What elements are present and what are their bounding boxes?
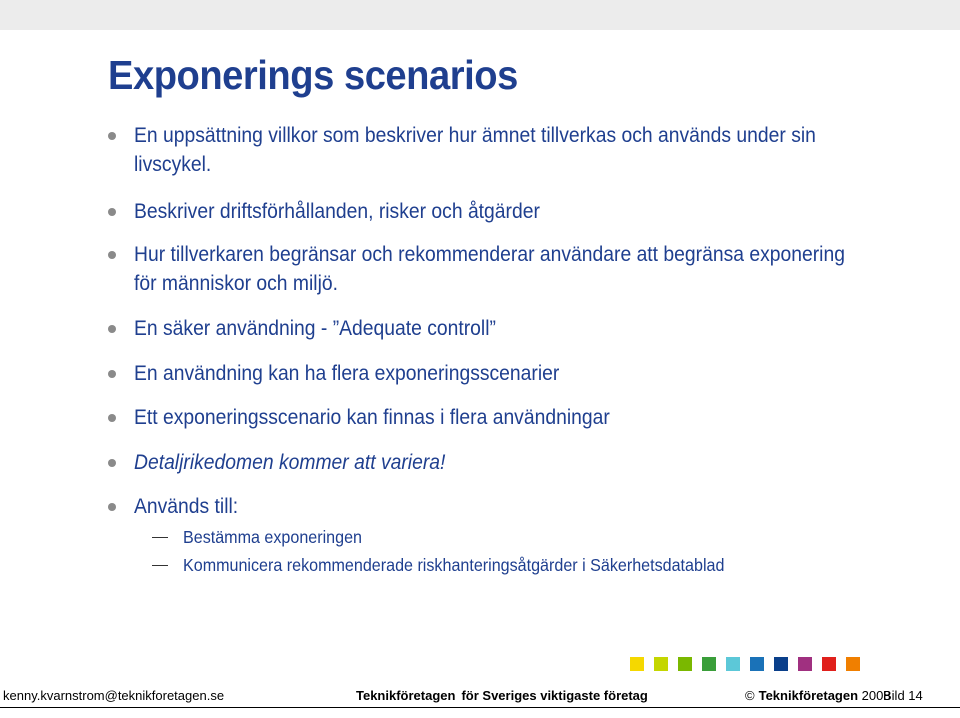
slide-number: Bild 14 [883,688,923,703]
brand-color-swatch [630,657,644,671]
copyright-year: 2008 [861,688,891,703]
dash-icon [152,537,168,538]
bullet-text: Detaljrikedomen kommer att variera! [134,451,446,474]
bullet-dot-icon [108,503,116,511]
sub-bullet-text: Bestämma exponeringen [183,527,362,547]
bullet-text: Används till: [134,495,239,518]
bullet-text: En användning kan ha flera exponeringsscenarier [134,362,560,385]
bullet-text: Hur tillverkaren begränsar och rekommenderar användare att begränsa exponering för människor och miljö. [134,243,845,295]
bullet-dot-icon [108,459,116,467]
copyright-brand: Teknikföretagen [758,688,859,703]
brand-color-swatch [726,657,740,671]
bullet-item [108,492,908,521]
bullet-dot-icon [108,370,116,378]
brand-color-swatch [750,657,764,671]
slide-title: Exponerings scenarios [108,52,518,98]
bullet-item [108,314,908,343]
brand-color-swatch [846,657,860,671]
bullet-item [108,403,908,432]
footer-slogan [356,688,654,703]
bullet-item [108,448,908,477]
sub-bullet-item [152,553,912,577]
bullet-item [108,121,908,179]
brand-color-swatch [702,657,716,671]
bullet-dot-icon [108,251,116,259]
bullet-dot-icon [108,414,116,422]
bullet-dot-icon [108,208,116,216]
brand-color-swatch [774,657,788,671]
bullet-item [108,197,908,226]
brand-color-swatch [822,657,836,671]
bullet-item [108,359,908,388]
brand-color-bar [630,657,860,671]
footer-divider [0,707,960,708]
slogan-brand: Teknikföretagen [356,688,456,703]
slogan-rest: för Sveriges viktigaste företag [461,688,648,703]
footer-copyright [745,688,891,703]
bullet-text: En uppsättning villkor som beskriver hur ämnet tillverkas och används under sin livscykel. [134,124,816,176]
copyright-symbol: © [745,688,755,703]
sub-bullet-text: Kommunicera rekommenderade riskhanteringsåtgärder i Säkerhetsdatablad [183,555,725,575]
bullet-dot-icon [108,132,116,140]
brand-color-swatch [798,657,812,671]
dash-icon [152,565,168,566]
brand-color-swatch [678,657,692,671]
footer-email[interactable]: kenny.kvarnstrom@teknikforetagen.se [3,688,225,703]
bullet-text: Ett exponeringsscenario kan finnas i flera användningar [134,406,610,429]
bullet-text: Beskriver driftsförhållanden, risker och åtgärder [134,200,540,223]
bullet-text: En säker användning - ”Adequate controll” [134,317,496,340]
bullet-dot-icon [108,325,116,333]
brand-color-swatch [654,657,668,671]
bullet-item [108,240,908,298]
sub-bullet-item [152,525,912,549]
